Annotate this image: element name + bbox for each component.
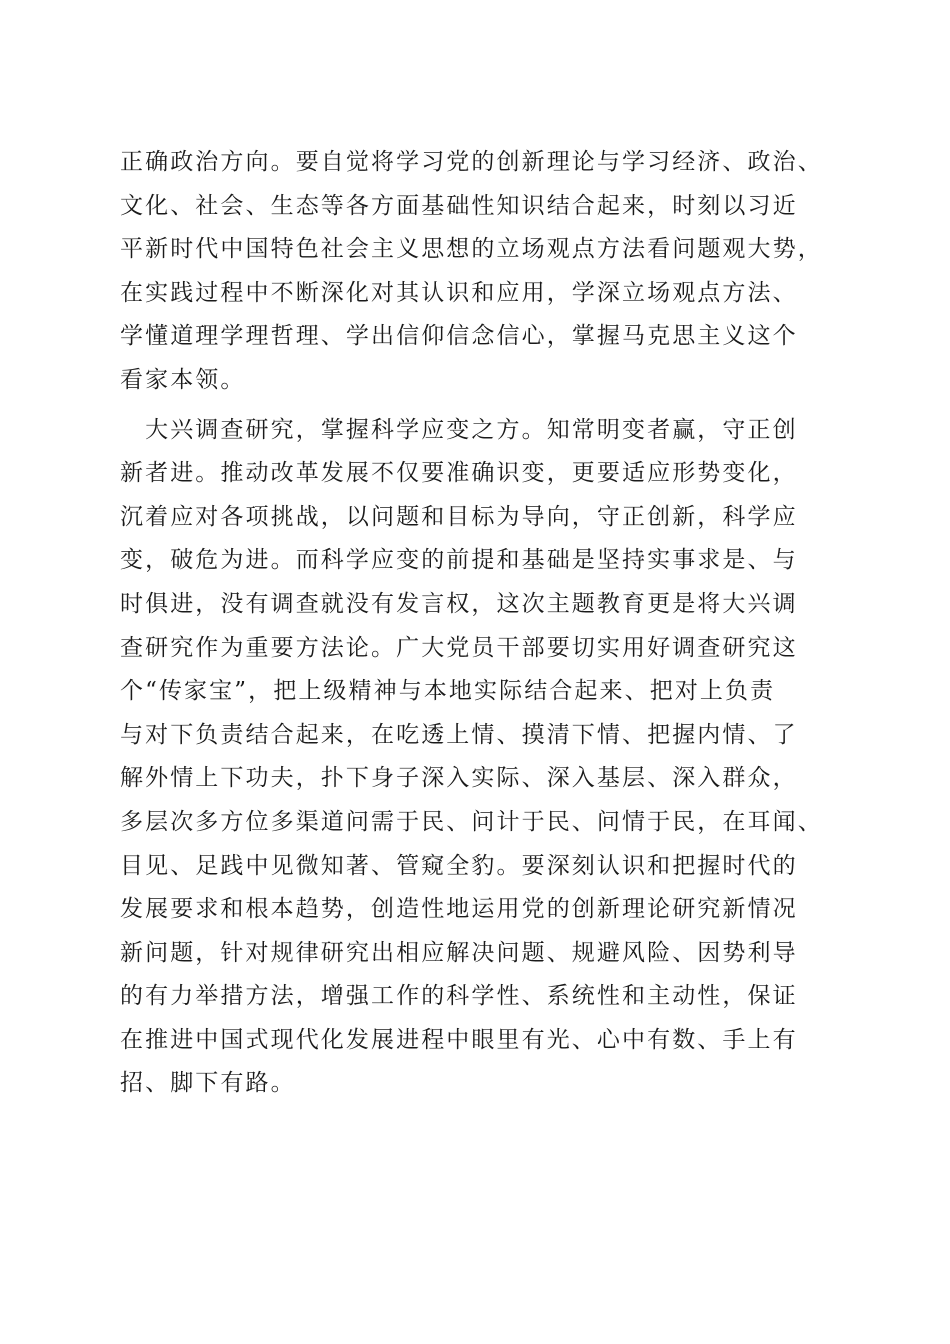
document-body — [120, 141, 832, 1106]
text-line: 看家本领。 — [120, 366, 246, 393]
text-line: 新者进。推动改革发展不仅要准确识变，更要适应形势变化， — [120, 460, 798, 487]
text-line: 的有力举措方法，增强工作的科学性、系统性和主动性，保证 — [120, 983, 798, 1010]
text-line: 查研究作为重要方法论。广大党员干部要切实用好调查研究这 — [120, 634, 798, 661]
text-line: 新问题，针对规律研究出相应解决问题、规避风险、因势利导 — [120, 939, 798, 966]
text-line: 大兴调查研究，掌握科学应变之方。知常明变者赢，守正创 — [120, 416, 798, 443]
text-line: 招、脚下有路。 — [120, 1070, 296, 1097]
text-line: 多层次多方位多渠道问需于民、问计于民、问情于民，在耳闻、 — [120, 808, 823, 835]
text-line: 解外情上下功夫，扑下身子深入实际、深入基层、深入群众， — [120, 765, 798, 792]
text-line: 在实践过程中不断深化对其认识和应用，学深立场观点方法、 — [120, 279, 798, 306]
text-line: 变，破危为进。而科学应变的前提和基础是坚持实事求是、与 — [120, 547, 798, 574]
text-line: 与对下负责结合起来，在吃透上情、摸清下情、把握内情、了 — [120, 721, 798, 748]
text-line: 沉着应对各项挑战，以问题和目标为导向，守正创新，科学应 — [120, 503, 798, 530]
text-line: 时俱进，没有调查就没有发言权，这次主题教育更是将大兴调 — [120, 590, 798, 617]
paragraph-1 — [120, 141, 832, 403]
text-line: 发展要求和根本趋势，创造性地运用党的创新理论研究新情况 — [120, 896, 798, 923]
text-line: 正确政治方向。要自觉将学习党的创新理论与学习经济、政治、 — [120, 149, 823, 175]
paragraph-2 — [120, 409, 832, 1107]
text-line: 个“传家宝”，把上级精神与本地实际结合起来、把对上负责 — [120, 678, 776, 705]
text-line: 平新时代中国特色社会主义思想的立场观点方法看问题观大势， — [120, 236, 823, 263]
text-line: 在推进中国式现代化发展进程中眼里有光、心中有数、手上有 — [120, 1026, 798, 1053]
text-line: 学懂道理学理哲理、学出信仰信念信心，掌握马克思主义这个 — [120, 323, 798, 350]
text-line: 目见、足践中见微知著、管窥全豹。要深刻认识和把握时代的 — [120, 852, 798, 879]
text-line: 文化、社会、生态等各方面基础性知识结合起来，时刻以习近 — [120, 192, 798, 219]
